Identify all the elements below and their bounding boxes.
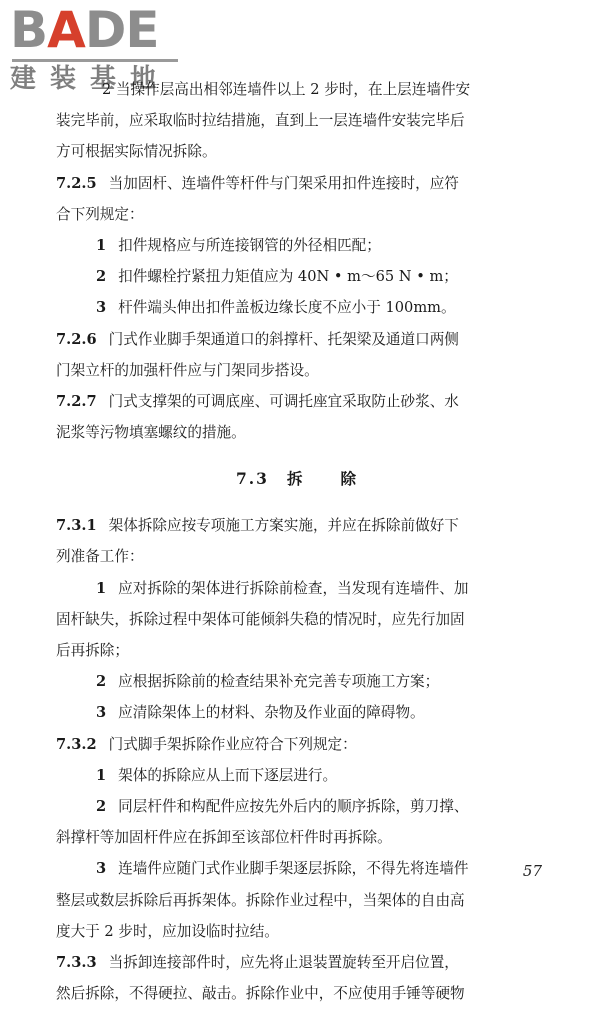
item-number: 1 [96,579,107,597]
clause-7-2-6 [56,324,538,355]
paragraph-line: 门架立杆的加强杆件应与门架同步搭设。 [56,361,319,379]
clause-text: 门式脚手架拆除作业应符合下列规定： [108,735,357,753]
clause-text: 当拆卸连接部件时，应先将止退装置旋转至开启位置， [108,953,459,971]
item-number: 2 [96,673,107,691]
item-number: 2 [96,268,107,286]
paragraph-line: 2 当操作层高出相邻连墙件以上 2 步时，在上层连墙件安 [102,81,471,98]
paragraph-line: 然后拆除，不得硬拉、敲击。拆除作业中，不应使用手锤等硬物 [56,985,465,1003]
paragraph-line: 后再拆除； [56,642,129,659]
clause-text: 架体拆除应按专项施工方案实施，并应在拆除前做好下 [108,517,459,535]
list-item [56,791,538,822]
list-item [56,573,538,604]
item-text: 架体的拆除应从上而下逐层进行。 [118,766,338,784]
item-number: 1 [96,766,107,784]
clause-text: 门式支撑架的可调底座、可调托座宜采取防止砂浆、水 [108,392,459,410]
logo-accent-letter: A [47,1,85,59]
item-text: 扣件螺栓拧紧扭力矩值应为 40N • m～65 N • m； [118,268,458,286]
list-item [56,853,538,884]
paragraph-line: 整层或数层拆除后再拆架体。拆除作业过程中，当架体的自由高 [56,891,465,909]
item-text: 连墙件应随门式作业脚手架逐层拆除，不得先将连墙件 [118,860,469,878]
section-title-char: 除 [340,469,358,489]
item-number: 3 [96,299,107,317]
clause-7-3-1 [56,510,538,541]
page-body [56,74,538,1009]
clause-7-3-2 [56,729,538,760]
clause-number: 7.3.3 [56,953,97,971]
item-text: 杆件端头伸出扣件盖板边缘长度不应小于 100mm。 [118,299,456,317]
item-number: 3 [96,704,107,722]
list-item [56,292,538,323]
clause-number: 7.3.2 [56,735,97,753]
list-item [56,230,538,261]
section-heading [56,448,538,510]
item-text: 同层杆件和构配件应按先外后内的顺序拆除，剪刀撑、 [118,797,469,815]
logo-subtitle: 建装基地 [10,64,171,94]
item-text: 应对拆除的架体进行拆除前检查，当发现有连墙件、加 [118,579,469,597]
clause-number: 7.2.6 [56,330,97,348]
clause-7-2-5 [56,168,538,199]
paragraph-line: 列准备工作： [56,548,144,566]
paragraph-line: 泥浆等污物填塞螺纹的措施。 [56,424,246,442]
paragraph-line: 度大于 2 步时，应加设临时拉结。 [56,922,279,940]
page-number: 57 [522,862,542,880]
list-item [56,261,538,292]
paragraph-line: 固杆缺失，拆除过程中架体可能倾斜失稳的情况时，应先行加固 [56,610,465,628]
list-item [56,697,538,728]
paragraph-line: 装完毕前，应采取临时拉结措施，直到上一层连墙件安装完毕后 [56,112,465,130]
clause-number: 7.3.1 [56,517,97,535]
logo-wordmark: BADE [10,1,159,59]
logo-divider [12,59,178,62]
section-number: 7.3 [236,469,269,489]
paragraph-line: 合下列规定： [56,205,144,223]
paragraph-line: 斜撑杆等加固杆件应在拆卸至该部位杆件时再拆除。 [56,829,392,847]
list-item [56,760,538,791]
item-number: 1 [96,236,107,254]
section-title-char: 拆 [286,469,305,489]
clause-number: 7.2.5 [56,174,97,192]
clause-text: 门式作业脚手架通道口的斜撑杆、托架梁及通道口两侧 [108,330,459,348]
clause-7-3-3 [56,947,538,978]
clause-number: 7.2.7 [56,392,97,410]
clause-7-2-7 [56,386,538,417]
item-number: 3 [96,860,107,878]
item-number: 2 [96,797,107,815]
item-text: 应清除架体上的材料、杂物及作业面的障碍物。 [118,704,425,722]
list-item [56,666,538,697]
clause-text: 当加固杆、连墙件等杆件与门架采用扣件连接时，应符 [108,174,459,192]
item-text: 应根据拆除前的检查结果补充完善专项施工方案； [118,673,440,691]
item-text: 扣件规格应与所连接钢管的外径相匹配； [118,236,381,254]
paragraph-line: 方可根据实际情况拆除。 [56,143,217,161]
